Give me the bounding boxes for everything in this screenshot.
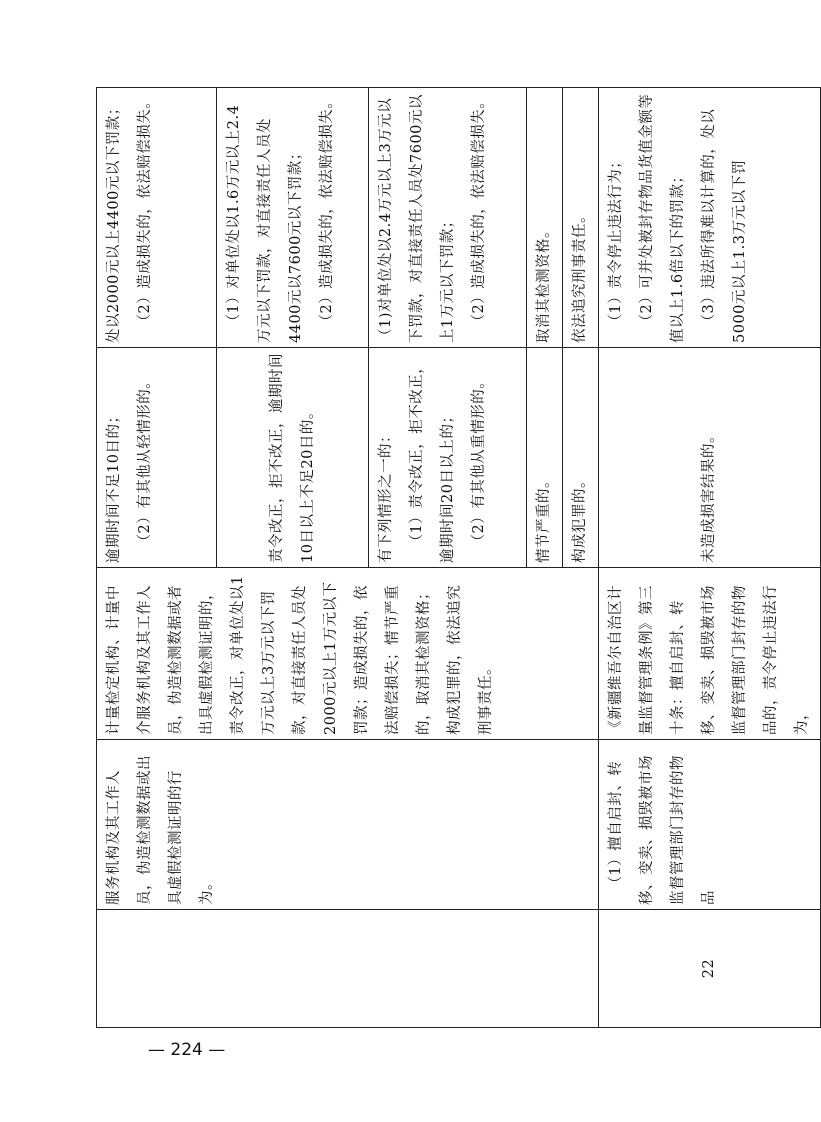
- penalty-line: 取消其检测资格。: [536, 223, 552, 343]
- basis-text: 《新疆维吾尔自治区计量监督管理条例》第三十条：擅自启封、转移、变卖、损毁被市场监督管理部门封存的物品的，责令停止违法行为，: [608, 585, 810, 735]
- table-cell-circumstance: [217, 348, 369, 568]
- penalty-line: （2）可并处被封存物品货值金额等值以上1.6倍以下的罚款；: [639, 93, 686, 343]
- penalty-line: （3）违法所得难以计算的，处以5000元以上1.3万元以下罚: [701, 108, 748, 343]
- table-cell-circumstance: [527, 348, 563, 568]
- penalty-line: （1)对单位处以2.4万元以上3万元以下罚款，对直接责任人员处7600元以上1万元以下罚款；: [378, 94, 456, 343]
- table-cell-number: 22: [599, 910, 821, 1028]
- circumstance-line: 情节严重的。: [536, 473, 552, 563]
- table-cell-behavior-prev: 服务机构及其工作人员，伪造检测数据或出具虚假检测证明的行为。: [97, 740, 599, 910]
- circumstance-line: 构成犯罪的。: [572, 473, 588, 563]
- penalty-line: （2）造成损失的，依法赔偿损失。: [319, 93, 335, 329]
- table-cell-circumstance: [369, 348, 527, 568]
- penalty-line: （2）造成损失的，依法赔偿损失。: [471, 93, 487, 329]
- table-cell-penalty: [217, 88, 369, 348]
- table-cell-penalty: [97, 88, 217, 348]
- penalty-line: （1）责令停止违法行为；: [608, 153, 624, 329]
- circumstance-line: 未造成损害结果的。: [701, 428, 717, 563]
- table-cell-basis-prev: 计量检定机构、计量中介服务机构及其工作人员，伪造检测数据或者出具虚假检测证明的，责令改正，对单位处以1万元以上3万元以下罚款，对直接责任人员处2000元以上1万元以下罚款；造成损失的，依法赔偿损失；情节严重的，取消其检测资格；构成犯罪的，依法追究刑事责任。: [97, 568, 599, 740]
- table-cell-circumstance: [599, 348, 821, 568]
- penalty-line: （1）对单位处以1.6万元以上2.4万元以下罚款，对直接责任人员处4400元以7600元以下罚款；: [226, 104, 304, 343]
- rotated-table-container: [96, 88, 810, 1028]
- behavior-text: （1）擅自启封、转移、变卖、损毁被市场监督管理部门封存的物品: [608, 755, 717, 905]
- circumstance-line: 有下列情形之一的：: [378, 428, 394, 563]
- table-cell-penalty: [527, 88, 563, 348]
- penalty-standard-table: [96, 87, 821, 1028]
- table-cell-circumstance: [97, 348, 217, 568]
- circumstance-line: （1）责令改正，拒不改正，逾期时间20日以上的；: [409, 358, 456, 563]
- table-cell-basis: [599, 568, 821, 740]
- table-cell-behavior: [599, 740, 821, 910]
- penalty-line: （2）造成损失的，依法赔偿损失。: [137, 93, 153, 329]
- circumstance-line: 责令改正，拒不改正，逾期时间10日以上不足20日的。: [268, 353, 316, 563]
- circumstance-line: （2）有其他从轻情形的。: [137, 373, 153, 549]
- table-cell-penalty: [563, 88, 599, 348]
- circumstance-line: 逾期时间不足10日的；: [106, 408, 122, 563]
- table-cell-number-prev: [97, 910, 599, 1028]
- penalty-line: 依法追究刑事责任。: [572, 208, 588, 343]
- circumstance-line: （2）有其他从重情形的。: [471, 373, 487, 549]
- penalty-line: 处以2000元以上4400元以下罚款；: [106, 100, 122, 343]
- table-cell-circumstance: [563, 348, 599, 568]
- table-cell-penalty: [599, 88, 821, 348]
- table-cell-penalty: [369, 88, 527, 348]
- page-number: — 224 —: [148, 1040, 226, 1060]
